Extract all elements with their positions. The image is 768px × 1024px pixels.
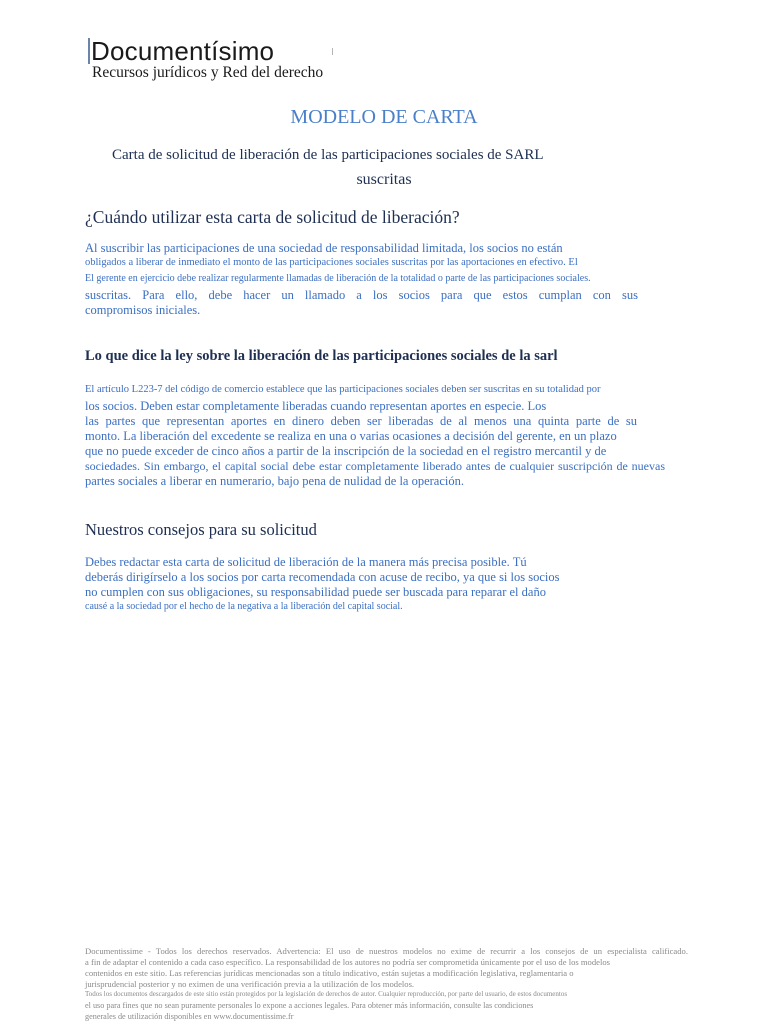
document-subtitle-line2: suscritas: [356, 171, 412, 188]
section-advice-line: Debes redactar esta carta de solicitud de liberación de la manera más precisa posible. Tú: [85, 555, 527, 569]
section-when-line: compromisos iniciales.: [85, 303, 201, 317]
section-law-line: sociedades. Sin embargo, el capital social debe estar completamente liberado antes de cualquier suscripción de nuevas: [85, 459, 665, 473]
document-title: MODELO DE CARTA: [290, 106, 478, 128]
section-when-line: obligados a liberar de inmediato el monto de las participaciones sociales suscritas por las aportaciones en efectivo. El: [85, 257, 578, 268]
footer-line: generales de utilización disponibles en www.documentissime.fr: [85, 1012, 294, 1021]
section-when-line: suscritas. Para ello, debe hacer un llamado a los socios para que estos cumplan con sus: [85, 288, 638, 302]
section-advice-heading: Nuestros consejos para su solicitud: [85, 520, 317, 539]
section-law-heading: Lo que dice la ley sobre la liberación de las participaciones sociales de la sarl: [85, 348, 558, 364]
logo: [88, 36, 342, 84]
footer-line: Todos los documentos descargados de este sitio están protegidos por la legislación de derechos de autor. Cualquier reproducción, por parte del usuario, de estos documentos: [85, 990, 568, 998]
section-law-line: las partes que representan aportes en dinero deben ser liberadas de al menos una quinta parte de su: [85, 414, 637, 428]
footer-line: el uso para fines que no sean puramente personales lo expone a acciones legales. Para obtener más información, consulte las condiciones: [85, 1001, 534, 1010]
section-law-line: El artículo L223-7 del código de comercio establece que las participaciones sociales deben ser suscritas en su totalidad por: [85, 384, 601, 395]
section-law-line: partes sociales a liberar en numerario, bajo pena de nulidad de la operación.: [85, 474, 465, 488]
footer-line: jurisprudencial posterior y no eximen de una verificación previa a la utilización de los modelos.: [85, 979, 415, 989]
section-law-line: que no puede exceder de cinco años a partir de la inscripción de la sociedad en el registro mercantil y de: [85, 444, 607, 458]
footer-line: a fin de adaptar el contenido a cada caso específico. La responsabilidad de los autores no podría ser comprometida únicamente por el uso de los modelos: [85, 957, 610, 967]
section-law-line: monto. La liberación del excedente se realiza en una o varias ocasiones a decisión del gerente, en un plazo: [85, 429, 617, 443]
section-when-heading: ¿Cuándo utilizar esta carta de solicitud de liberación?: [85, 207, 460, 227]
section-law-line: los socios. Deben estar completamente liberadas cuando representan aportes en especie. Los: [85, 399, 547, 413]
section-advice-line: no cumplen con sus obligaciones, su responsabilidad puede ser buscada para reparar el daño: [85, 585, 546, 599]
logo-bar: [88, 38, 90, 64]
section-when-line: Al suscribir las participaciones de una sociedad de responsabilidad limitada, los socios no están: [85, 241, 563, 255]
logo-tagline: Recursos jurídicos y Red del derecho: [92, 64, 324, 81]
footer-line: contenidos en este sitio. Las referencias jurídicas mencionadas son a título indicativo, están sujetas a modificación legislativa, reglamentaria o: [85, 968, 574, 978]
footer-line: Documentissime - Todos los derechos reservados. Advertencia: El uso de nuestros modelos no exime de recurrir a los consejos de un especialista calificado.: [85, 946, 688, 956]
document-subtitle-line1: Carta de solicitud de liberación de las participaciones sociales de SARL: [112, 147, 544, 163]
section-advice-line: deberás dirigírselo a los socios por carta recomendada con acuse de recibo, ya que si los socios: [85, 570, 560, 584]
section-when-line: El gerente en ejercicio debe realizar regularmente llamadas de liberación de la totalidad o parte de las participaciones sociales.: [85, 273, 591, 284]
logo-divider: [332, 48, 333, 55]
section-advice-line: causé a la sociedad por el hecho de la negativa a la liberación del capital social.: [85, 601, 403, 612]
logo-name: Documentísimo: [91, 36, 275, 66]
